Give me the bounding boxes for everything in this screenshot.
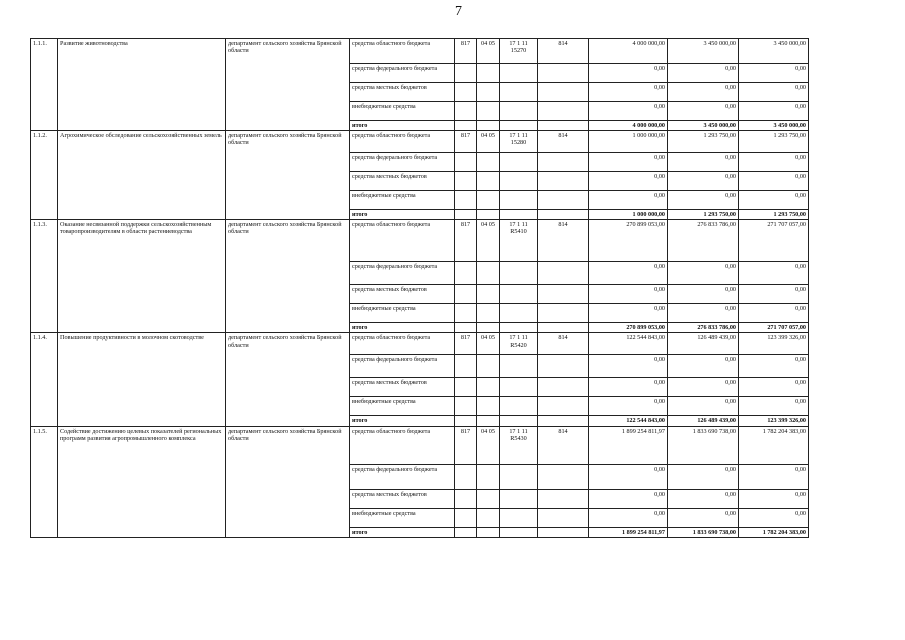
funding-source-label: средства местных бюджетов [350,83,455,102]
amount-cell: 0,00 [589,191,668,210]
amount-cell: 0,00 [668,285,739,304]
amount-cell: 1 782 204 383,00 [739,527,809,537]
table-row [31,333,868,355]
amount-cell: 1 782 204 383,00 [739,426,809,464]
empty-cell [455,121,477,131]
funding-source-label: итого [350,210,455,220]
empty-cell [477,508,500,527]
amount-cell: 0,00 [739,83,809,102]
budget-code-rzpr: 04 05 [477,333,500,355]
amount-cell: 0,00 [589,83,668,102]
empty-cell [500,285,538,304]
amount-cell: 0,00 [739,489,809,508]
amount-cell: 0,00 [589,508,668,527]
amount-cell: 0,00 [739,397,809,416]
amount-cell: 0,00 [589,489,668,508]
executor-name: департамент сельского хозяйства Брянской области [226,333,350,426]
amount-cell: 122 544 843,00 [589,333,668,355]
amount-cell: 0,00 [589,397,668,416]
empty-cell [477,153,500,172]
amount-cell: 0,00 [589,64,668,83]
empty-cell [500,355,538,378]
empty-cell [455,64,477,83]
amount-cell: 0,00 [739,464,809,489]
budget-code-vr: 814 [538,333,589,355]
funding-source-label: итого [350,527,455,537]
empty-cell [455,210,477,220]
amount-cell: 1 000 000,00 [589,210,668,220]
empty-cell [500,262,538,285]
empty-cell [538,64,589,83]
empty-cell [455,153,477,172]
amount-cell: 0,00 [668,83,739,102]
empty-cell [455,397,477,416]
empty-cell [538,397,589,416]
empty-cell [455,378,477,397]
amount-cell: 0,00 [739,304,809,323]
amount-cell: 0,00 [739,102,809,121]
empty-cell [477,102,500,121]
row-number: 1.1.2. [31,131,58,220]
amount-cell: 0,00 [739,285,809,304]
budget-code-rzpr: 04 05 [477,426,500,464]
executor-name: департамент сельского хозяйства Брянской области [226,220,350,333]
empty-cell [477,191,500,210]
row-number: 1.1.1. [31,39,58,131]
amount-cell: 1 000 000,00 [589,131,668,153]
table-row [31,426,868,464]
empty-cell [455,527,477,537]
amount-cell: 0,00 [668,508,739,527]
amount-cell: 0,00 [589,304,668,323]
amount-cell: 0,00 [589,355,668,378]
measure-name: Развитие животноводства [58,39,226,131]
funding-source-label: средства федерального бюджета [350,153,455,172]
executor-name: департамент сельского хозяйства Брянской области [226,39,350,131]
empty-cell [477,527,500,537]
funding-source-label: средства областного бюджета [350,426,455,464]
empty-cell [455,191,477,210]
measure-name: Оказание несвязанной поддержки сельскохозяйственным товаропроизводителям в области растениеводства [58,220,226,333]
empty-cell [538,102,589,121]
row-number: 1.1.5. [31,426,58,537]
empty-cell [500,304,538,323]
empty-cell [500,489,538,508]
budget-code-grbs: 817 [455,426,477,464]
amount-cell: 1 293 750,00 [739,131,809,153]
empty-cell [538,508,589,527]
empty-cell [477,397,500,416]
empty-cell [455,262,477,285]
amount-cell: 122 544 843,00 [589,416,668,426]
empty-cell [477,83,500,102]
amount-cell: 0,00 [668,172,739,191]
funding-source-label: средства федерального бюджета [350,464,455,489]
empty-cell [500,102,538,121]
empty-cell [455,489,477,508]
budget-code-csr: 17 1 11 15270 [500,39,538,64]
amount-cell: 276 833 786,00 [668,220,739,262]
funding-source-label: внебюджетные средства [350,191,455,210]
empty-cell [538,172,589,191]
amount-cell: 1 899 254 811,97 [589,527,668,537]
empty-cell [477,489,500,508]
executor-name: департамент сельского хозяйства Брянской области [226,426,350,537]
amount-cell: 4 000 000,00 [589,121,668,131]
amount-cell: 0,00 [668,102,739,121]
amount-cell: 0,00 [668,378,739,397]
empty-cell [538,153,589,172]
empty-cell [538,210,589,220]
empty-cell [538,416,589,426]
amount-cell: 1 293 750,00 [668,210,739,220]
amount-cell: 0,00 [589,285,668,304]
funding-source-label: средства областного бюджета [350,220,455,262]
amount-cell: 0,00 [739,378,809,397]
funding-source-label: средства областного бюджета [350,39,455,64]
amount-cell: 0,00 [589,153,668,172]
amount-cell: 0,00 [589,378,668,397]
empty-cell [477,378,500,397]
empty-cell [477,210,500,220]
budget-code-csr: 17 1 11 R5420 [500,333,538,355]
empty-cell [538,464,589,489]
budget-table [30,38,868,538]
page-number: 7 [455,4,462,19]
budget-code-rzpr: 04 05 [477,39,500,64]
empty-cell [477,172,500,191]
amount-cell: 1 293 750,00 [739,210,809,220]
funding-source-label: средства областного бюджета [350,333,455,355]
empty-cell [477,355,500,378]
empty-cell [538,355,589,378]
empty-cell [500,64,538,83]
funding-source-label: внебюджетные средства [350,102,455,121]
amount-cell: 4 000 000,00 [589,39,668,64]
measure-name: Агрохимическое обследование сельскохозяйственных земель [58,131,226,220]
amount-cell: 0,00 [589,102,668,121]
amount-cell: 0,00 [668,191,739,210]
amount-cell: 123 399 326,00 [739,416,809,426]
funding-source-label: итого [350,121,455,131]
empty-cell [500,464,538,489]
amount-cell: 126 489 439,00 [668,416,739,426]
empty-cell [538,304,589,323]
empty-cell [538,323,589,333]
amount-cell: 0,00 [739,172,809,191]
empty-cell [455,285,477,304]
amount-cell: 0,00 [668,153,739,172]
amount-cell: 0,00 [668,355,739,378]
empty-cell [455,464,477,489]
funding-source-label: средства федерального бюджета [350,64,455,83]
row-number: 1.1.4. [31,333,58,426]
budget-code-vr: 814 [538,39,589,64]
amount-cell: 3 450 000,00 [668,39,739,64]
empty-cell [455,304,477,323]
empty-cell [500,121,538,131]
empty-cell [500,191,538,210]
empty-cell [500,323,538,333]
amount-cell: 0,00 [739,153,809,172]
empty-cell [500,397,538,416]
budget-code-grbs: 817 [455,333,477,355]
empty-cell [500,416,538,426]
amount-cell: 0,00 [739,508,809,527]
amount-cell: 3 450 000,00 [739,121,809,131]
funding-source-label: внебюджетные средства [350,397,455,416]
amount-cell: 276 833 786,00 [668,323,739,333]
funding-source-label: средства местных бюджетов [350,172,455,191]
empty-cell [500,508,538,527]
empty-cell [500,172,538,191]
funding-source-label: внебюджетные средства [350,508,455,527]
funding-source-label: итого [350,323,455,333]
empty-cell [455,355,477,378]
empty-cell [538,285,589,304]
amount-cell: 0,00 [668,304,739,323]
amount-cell: 0,00 [668,262,739,285]
budget-code-vr: 814 [538,426,589,464]
empty-cell [500,378,538,397]
empty-cell [500,210,538,220]
amount-cell: 0,00 [739,355,809,378]
empty-cell [455,172,477,191]
table-row [31,39,868,64]
budget-code-csr: 17 1 11 R5410 [500,220,538,262]
funding-source-label: средства местных бюджетов [350,489,455,508]
amount-cell: 0,00 [589,262,668,285]
empty-cell [455,83,477,102]
empty-cell [477,121,500,131]
amount-cell: 0,00 [589,464,668,489]
empty-cell [477,304,500,323]
amount-cell: 0,00 [739,64,809,83]
measure-name: Повышение продуктивности в молочном скотоводстве [58,333,226,426]
empty-cell [538,121,589,131]
budget-code-vr: 814 [538,131,589,153]
amount-cell: 126 489 439,00 [668,333,739,355]
funding-source-label: средства федерального бюджета [350,262,455,285]
table-row [31,220,868,262]
empty-cell [455,102,477,121]
empty-cell [455,416,477,426]
amount-cell: 1 899 254 811,97 [589,426,668,464]
empty-cell [477,262,500,285]
empty-cell [538,378,589,397]
funding-source-label: внебюджетные средства [350,304,455,323]
funding-source-label: средства местных бюджетов [350,285,455,304]
budget-code-csr: 17 1 11 15280 [500,131,538,153]
table-row [31,131,868,153]
budget-code-grbs: 817 [455,131,477,153]
budget-code-rzpr: 04 05 [477,131,500,153]
amount-cell: 1 293 750,00 [668,131,739,153]
amount-cell: 0,00 [589,172,668,191]
amount-cell: 3 450 000,00 [739,39,809,64]
row-number: 1.1.3. [31,220,58,333]
amount-cell: 271 707 057,00 [739,220,809,262]
amount-cell: 0,00 [739,262,809,285]
budget-code-grbs: 817 [455,220,477,262]
amount-cell: 270 899 053,00 [589,220,668,262]
amount-cell: 0,00 [739,191,809,210]
funding-source-label: средства федерального бюджета [350,355,455,378]
amount-cell: 1 833 690 738,00 [668,527,739,537]
empty-cell [538,262,589,285]
empty-cell [477,416,500,426]
amount-cell: 3 450 000,00 [668,121,739,131]
amount-cell: 123 399 326,00 [739,333,809,355]
amount-cell: 271 707 057,00 [739,323,809,333]
funding-source-label: итого [350,416,455,426]
empty-cell [500,527,538,537]
budget-code-grbs: 817 [455,39,477,64]
empty-cell [455,508,477,527]
empty-cell [500,153,538,172]
empty-cell [538,83,589,102]
funding-source-label: средства местных бюджетов [350,378,455,397]
empty-cell [477,323,500,333]
empty-cell [538,489,589,508]
empty-cell [538,527,589,537]
amount-cell: 270 899 053,00 [589,323,668,333]
amount-cell: 0,00 [668,397,739,416]
funding-source-label: средства областного бюджета [350,131,455,153]
empty-cell [455,323,477,333]
empty-cell [477,285,500,304]
empty-cell [477,464,500,489]
budget-code-vr: 814 [538,220,589,262]
empty-cell [538,191,589,210]
budget-code-rzpr: 04 05 [477,220,500,262]
budget-code-csr: 17 1 11 R5430 [500,426,538,464]
measure-name: Содействие достижению целевых показателей региональных программ развития агропромышленного комплекса [58,426,226,537]
empty-cell [500,83,538,102]
amount-cell: 0,00 [668,64,739,83]
executor-name: департамент сельского хозяйства Брянской области [226,131,350,220]
amount-cell: 0,00 [668,489,739,508]
amount-cell: 1 833 690 738,00 [668,426,739,464]
amount-cell: 0,00 [668,464,739,489]
empty-cell [477,64,500,83]
